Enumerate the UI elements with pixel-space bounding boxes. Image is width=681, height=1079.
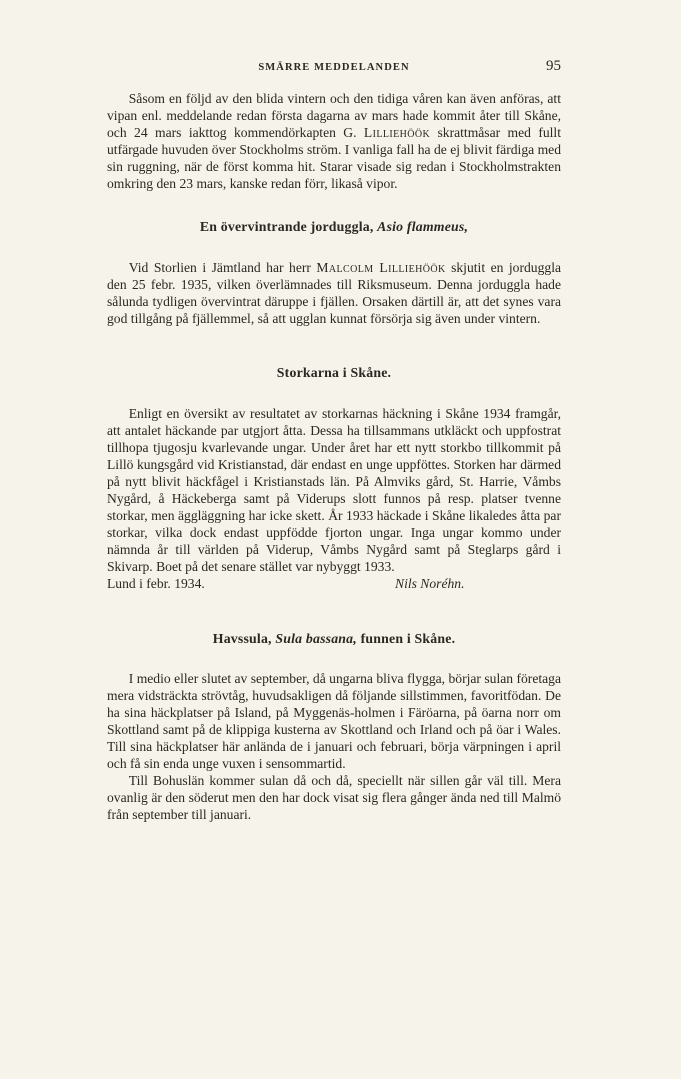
jorduggla-paragraph	[107, 259, 561, 327]
paragraph-text-part: Vid Storlien i Jämtland har herr	[128, 260, 317, 275]
latin-name: Asio flammeus,	[377, 219, 469, 234]
havssula-paragraph-1: I medio eller slutet av september, då ungarna bliva flygga, börjar sulan företaga mera vidsträckta strövtåg, huvudsakligen då följande sillstimmen, favoritfödan. De ha sina häckplatser på Island, på Myggenäs-holmen i Färöarna, på öarna norr om Skottland samt på de klippiga kusterna av Skottland och Irland och på öar i Wales. Till sina häckplatser här anlända de i januari och februari, börja värpningen i april och få sin enda unge vuxen i sensommartid.	[107, 671, 561, 771]
heading-text: En övervintrande jorduggla,	[199, 219, 378, 234]
section-heading-storkarna: Storkarna i Skåne.	[276, 365, 392, 380]
havssula-paragraph-2: Till Bohuslän kommer sulan då och då, speciellt när sillen går väl till. Mera ovanlig är den söderut men den har dock visat sig flera gånger ända ned till Malmö från september till januari.	[107, 773, 561, 822]
page-header	[107, 58, 561, 80]
signoff	[107, 575, 561, 592]
page-number: 95	[546, 58, 561, 74]
signoff-place-date: Lund i febr. 1934.	[107, 576, 205, 591]
person-name: Lilliehöök	[363, 125, 431, 140]
paragraph-text-part: skrattmåsar med fullt utfärgade huvuden över Stockholms ström. I vanliga fall ha de ej blivit färdiga med sin ruggning, när de först komma hit. Starar visade sig redan i Stockholmstrakten omkring den 23 mars, kanske redan förr, likaså vipor.	[107, 125, 561, 191]
section-heading-havssula	[107, 630, 561, 647]
paragraph-text-part: skjutit en jorduggla den 25 febr. 1935, vilken överlämnades till Riksmuseum. Denna jorduggla hade sålunda tydligen övervintrat däruppe i fjällen. Orsaken därtill är, att det synes vara god tillgång på fjällemmel, så att ugglan kunnat försörja sig även under vintern.	[107, 260, 562, 326]
heading-text: funnen i Skåne.	[356, 631, 456, 646]
page-body	[107, 90, 561, 823]
heading-text: Havssula,	[212, 631, 276, 646]
storkarna-paragraph: Enligt en översikt av resultatet av storkarnas häckning i Skåne 1934 framgår, att antalet häckande par utgjort åtta. Dessa ha tillsammans utkläckt och uppfostrat tillhopa tjugosju kvarlevande ungar. Under året har ett nytt storkbo tillkommit på Lillö kungsgård vid Kristianstad, där endast en unge uppföttes. Storken har därmed på nytt blivit häckfågel i Kristianstads län. På Almviks gård, St. Harrie, Våmbs Nygård, å Häckeberga samt på Viderups slott funnos på resp. platser tvenne storkar, men äggläggning har icke skett. År 1933 häckade i Skåne likaledes åtta par storkar, vilka dock endast uppfödde fjorton ungar. Inga ungar kommo under nämnda år till världen på Viderup, Våmbs Nygård samt på Steglarps gård i Skivarp. Boet på det senare stället var nybyggt 1933.	[107, 406, 561, 574]
signoff-author: Nils Noréhn.	[395, 576, 465, 591]
person-name: Malcolm Lilliehöök	[316, 260, 446, 275]
vipan-paragraph	[107, 90, 561, 192]
paragraph-text-part: Såsom en följd av den blida vintern och den tidiga våren kan även anföras, att vipan enl. meddelande redan första dagarna av mars hade kommit åter till Skåne, och 24 mars iakttog kommendörkapten G.	[107, 91, 561, 140]
section-heading-jorduggla	[107, 218, 561, 235]
latin-name: Sula bassana,	[275, 631, 357, 646]
running-head: SMÄRRE MEDDELANDEN	[258, 62, 410, 73]
